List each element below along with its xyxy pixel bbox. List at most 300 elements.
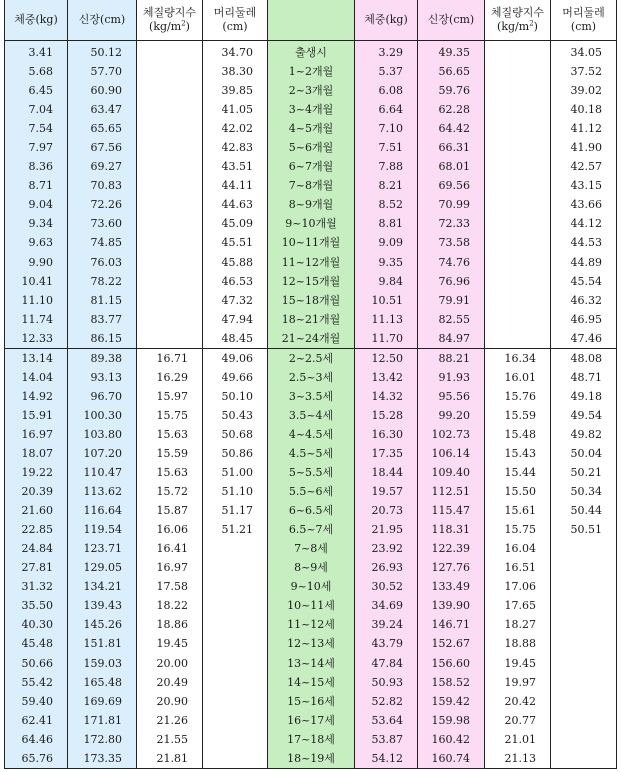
cell-boy-height: 113.62	[68, 482, 137, 501]
table-row	[5, 406, 617, 425]
cell-girl-weight: 50.93	[355, 673, 418, 692]
cell-boy-bmi: 19.45	[137, 634, 203, 653]
cell-boy-bmi	[137, 41, 203, 63]
cell-girl-height: 160.42	[418, 730, 485, 749]
cell-girl-head-circumference	[551, 634, 617, 653]
cell-boy-weight: 31.32	[5, 577, 68, 596]
cell-boy-height: 93.13	[68, 368, 137, 387]
header-row	[5, 0, 617, 41]
cell-boy-head-circumference: 46.53	[203, 272, 268, 291]
cell-girl-height: 160.74	[418, 749, 485, 769]
cell-girl-bmi	[485, 233, 551, 252]
cell-boy-bmi	[137, 272, 203, 291]
cell-boy-weight: 27.81	[5, 558, 68, 577]
table-row	[5, 195, 617, 214]
cell-girl-bmi: 21.01	[485, 730, 551, 749]
cell-age-group: 18~19세	[268, 749, 355, 769]
cell-boy-weight: 8.71	[5, 176, 68, 195]
header-text: 체중(kg)	[14, 13, 58, 26]
cell-girl-height: 106.14	[418, 444, 485, 463]
cell-boy-weight: 8.36	[5, 157, 68, 176]
table-row	[5, 730, 617, 749]
cell-girl-weight: 6.08	[355, 81, 418, 100]
table-row	[5, 62, 617, 81]
table-row	[5, 425, 617, 444]
header-boy-height	[68, 0, 137, 41]
cell-boy-head-circumference: 50.43	[203, 406, 268, 425]
cell-age-group: 15~18개월	[268, 291, 355, 310]
cell-boy-bmi	[137, 157, 203, 176]
header-unit-sup: 2	[181, 19, 186, 28]
cell-girl-bmi	[485, 62, 551, 81]
cell-boy-head-circumference: 50.86	[203, 444, 268, 463]
cell-boy-height: 81.15	[68, 291, 137, 310]
cell-girl-head-circumference: 49.54	[551, 406, 617, 425]
cell-girl-bmi: 18.27	[485, 615, 551, 634]
cell-boy-height: 159.03	[68, 654, 137, 673]
cell-boy-head-circumference: 44.11	[203, 176, 268, 195]
cell-girl-bmi	[485, 329, 551, 349]
cell-boy-bmi: 16.97	[137, 558, 203, 577]
table-row	[5, 692, 617, 711]
cell-boy-weight: 10.41	[5, 272, 68, 291]
table-row	[5, 329, 617, 349]
cell-boy-bmi: 20.00	[137, 654, 203, 673]
header-boy-weight	[5, 0, 68, 41]
cell-girl-height: 69.56	[418, 176, 485, 195]
cell-girl-bmi	[485, 310, 551, 329]
cell-boy-head-circumference: 48.45	[203, 329, 268, 349]
cell-girl-weight: 10.51	[355, 291, 418, 310]
cell-boy-weight: 14.04	[5, 368, 68, 387]
cell-age-group: 9~10개월	[268, 214, 355, 233]
cell-age-group: 5.5~6세	[268, 482, 355, 501]
cell-girl-bmi	[485, 41, 551, 63]
cell-boy-weight: 11.74	[5, 310, 68, 329]
cell-girl-head-circumference: 44.89	[551, 253, 617, 272]
cell-girl-weight: 52.82	[355, 692, 418, 711]
cell-boy-head-circumference: 42.02	[203, 119, 268, 138]
cell-boy-weight: 21.60	[5, 501, 68, 520]
cell-girl-weight: 53.64	[355, 711, 418, 730]
cell-boy-weight: 9.04	[5, 195, 68, 214]
cell-girl-weight: 14.32	[355, 387, 418, 406]
cell-boy-bmi	[137, 253, 203, 272]
cell-age-group: 2.5~3세	[268, 368, 355, 387]
cell-girl-head-circumference: 50.21	[551, 463, 617, 482]
cell-girl-bmi	[485, 214, 551, 233]
cell-boy-height: 119.54	[68, 520, 137, 539]
cell-boy-weight: 3.41	[5, 41, 68, 63]
cell-age-group: 10~11세	[268, 596, 355, 615]
cell-age-group: 18~21개월	[268, 310, 355, 329]
cell-girl-height: 72.33	[418, 214, 485, 233]
cell-boy-head-circumference	[203, 596, 268, 615]
cell-girl-head-circumference: 50.44	[551, 501, 617, 520]
cell-girl-head-circumference	[551, 596, 617, 615]
table-row	[5, 558, 617, 577]
cell-boy-weight: 16.97	[5, 425, 68, 444]
cell-age-group: 9~10세	[268, 577, 355, 596]
cell-girl-height: 146.71	[418, 615, 485, 634]
cell-girl-height: 122.39	[418, 539, 485, 558]
cell-girl-weight: 11.70	[355, 329, 418, 349]
cell-boy-height: 129.05	[68, 558, 137, 577]
cell-girl-weight: 19.57	[355, 482, 418, 501]
cell-boy-bmi: 17.58	[137, 577, 203, 596]
cell-girl-height: 88.21	[418, 348, 485, 368]
cell-girl-head-circumference: 44.53	[551, 233, 617, 252]
table-row	[5, 272, 617, 291]
cell-age-group: 4~5개월	[268, 119, 355, 138]
cell-girl-head-circumference: 45.54	[551, 272, 617, 291]
cell-girl-head-circumference: 50.51	[551, 520, 617, 539]
cell-boy-height: 173.35	[68, 749, 137, 769]
cell-girl-head-circumference	[551, 615, 617, 634]
cell-girl-height: 133.49	[418, 577, 485, 596]
table-row	[5, 520, 617, 539]
cell-girl-bmi	[485, 157, 551, 176]
table-row	[5, 482, 617, 501]
cell-boy-head-circumference: 39.85	[203, 81, 268, 100]
cell-girl-bmi	[485, 176, 551, 195]
cell-girl-weight: 47.84	[355, 654, 418, 673]
cell-girl-height: 112.51	[418, 482, 485, 501]
cell-boy-weight: 9.63	[5, 233, 68, 252]
cell-boy-weight: 9.90	[5, 253, 68, 272]
cell-boy-head-circumference	[203, 673, 268, 692]
cell-girl-bmi	[485, 272, 551, 291]
cell-girl-weight: 39.24	[355, 615, 418, 634]
cell-girl-head-circumference: 46.32	[551, 291, 617, 310]
cell-boy-head-circumference: 38.30	[203, 62, 268, 81]
cell-boy-height: 83.77	[68, 310, 137, 329]
cell-boy-bmi	[137, 233, 203, 252]
cell-boy-bmi: 15.72	[137, 482, 203, 501]
table-row	[5, 444, 617, 463]
cell-girl-bmi: 15.76	[485, 387, 551, 406]
cell-girl-head-circumference	[551, 577, 617, 596]
header-unit: (kg/m	[149, 20, 182, 33]
header-unit: (cm)	[570, 20, 597, 33]
cell-girl-height: 102.73	[418, 425, 485, 444]
cell-boy-height: 110.47	[68, 463, 137, 482]
cell-girl-head-circumference: 41.90	[551, 138, 617, 157]
cell-boy-height: 72.26	[68, 195, 137, 214]
cell-girl-bmi: 17.65	[485, 596, 551, 615]
cell-girl-height: 115.47	[418, 501, 485, 520]
cell-boy-bmi	[137, 329, 203, 349]
cell-boy-weight: 45.48	[5, 634, 68, 653]
header-girl-weight	[355, 0, 418, 41]
header-text: 머리둘레	[562, 6, 605, 19]
table-row	[5, 157, 617, 176]
table-row	[5, 100, 617, 119]
cell-boy-bmi	[137, 81, 203, 100]
table-row	[5, 463, 617, 482]
cell-age-group: 5~5.5세	[268, 463, 355, 482]
cell-boy-height: 69.27	[68, 157, 137, 176]
cell-boy-head-circumference	[203, 730, 268, 749]
cell-boy-weight: 5.68	[5, 62, 68, 81]
cell-girl-head-circumference: 40.18	[551, 100, 617, 119]
cell-girl-head-circumference: 50.04	[551, 444, 617, 463]
cell-boy-weight: 62.41	[5, 711, 68, 730]
cell-girl-height: 79.91	[418, 291, 485, 310]
cell-age-group: 3~3.5세	[268, 387, 355, 406]
cell-boy-bmi: 21.81	[137, 749, 203, 769]
cell-boy-height: 73.60	[68, 214, 137, 233]
cell-boy-height: 103.80	[68, 425, 137, 444]
cell-boy-weight: 7.04	[5, 100, 68, 119]
header-text: 신장(cm)	[427, 13, 475, 26]
cell-girl-head-circumference: 50.34	[551, 482, 617, 501]
cell-age-group: 14~15세	[268, 673, 355, 692]
cell-boy-head-circumference: 47.94	[203, 310, 268, 329]
cell-age-group: 2~3개월	[268, 81, 355, 100]
table-row	[5, 348, 617, 368]
cell-boy-weight: 13.14	[5, 348, 68, 368]
table-row	[5, 387, 617, 406]
cell-boy-height: 171.81	[68, 711, 137, 730]
cell-boy-weight: 50.66	[5, 654, 68, 673]
table-row	[5, 711, 617, 730]
cell-girl-head-circumference: 48.71	[551, 368, 617, 387]
cell-boy-weight: 7.54	[5, 119, 68, 138]
cell-boy-height: 123.71	[68, 539, 137, 558]
cell-girl-height: 158.52	[418, 673, 485, 692]
cell-boy-head-circumference: 49.06	[203, 348, 268, 368]
cell-boy-height: 50.12	[68, 41, 137, 63]
cell-boy-head-circumference	[203, 634, 268, 653]
table-row	[5, 368, 617, 387]
cell-girl-head-circumference: 39.02	[551, 81, 617, 100]
cell-girl-weight: 53.87	[355, 730, 418, 749]
cell-girl-weight: 54.12	[355, 749, 418, 769]
cell-girl-height: 118.31	[418, 520, 485, 539]
cell-age-group: 17~18세	[268, 730, 355, 749]
header-text: 체질량지수	[490, 6, 545, 19]
cell-boy-height: 70.83	[68, 176, 137, 195]
cell-boy-bmi: 15.63	[137, 425, 203, 444]
cell-age-group: 2~2.5세	[268, 348, 355, 368]
cell-girl-bmi: 15.48	[485, 425, 551, 444]
cell-boy-weight: 35.50	[5, 596, 68, 615]
cell-boy-bmi: 15.97	[137, 387, 203, 406]
cell-boy-weight: 24.84	[5, 539, 68, 558]
cell-girl-head-circumference: 49.82	[551, 425, 617, 444]
cell-boy-head-circumference	[203, 692, 268, 711]
cell-boy-head-circumference: 50.10	[203, 387, 268, 406]
cell-boy-bmi: 16.71	[137, 348, 203, 368]
cell-boy-bmi	[137, 214, 203, 233]
cell-girl-head-circumference	[551, 673, 617, 692]
cell-age-group: 1~2개월	[268, 62, 355, 81]
cell-age-group: 5~6개월	[268, 138, 355, 157]
table-row	[5, 310, 617, 329]
cell-girl-height: 95.56	[418, 387, 485, 406]
cell-boy-head-circumference: 41.05	[203, 100, 268, 119]
cell-age-group: 10~11개월	[268, 233, 355, 252]
header-text: 머리둘레	[213, 6, 257, 19]
cell-girl-weight: 6.64	[355, 100, 418, 119]
table-row	[5, 81, 617, 100]
cell-boy-head-circumference: 44.63	[203, 195, 268, 214]
cell-girl-weight: 8.81	[355, 214, 418, 233]
cell-boy-weight: 19.22	[5, 463, 68, 482]
table-row	[5, 577, 617, 596]
cell-girl-bmi: 19.97	[485, 673, 551, 692]
cell-boy-head-circumference: 51.10	[203, 482, 268, 501]
table-row	[5, 596, 617, 615]
cell-girl-weight: 17.35	[355, 444, 418, 463]
cell-girl-height: 73.58	[418, 233, 485, 252]
cell-girl-bmi: 19.45	[485, 654, 551, 673]
header-unit-close: )	[185, 20, 190, 33]
cell-girl-weight: 9.35	[355, 253, 418, 272]
cell-boy-weight: 11.10	[5, 291, 68, 310]
cell-girl-bmi: 15.43	[485, 444, 551, 463]
cell-boy-bmi: 15.59	[137, 444, 203, 463]
cell-girl-head-circumference	[551, 539, 617, 558]
cell-girl-bmi: 15.75	[485, 520, 551, 539]
table-row	[5, 119, 617, 138]
cell-girl-height: 82.55	[418, 310, 485, 329]
cell-boy-head-circumference	[203, 577, 268, 596]
cell-age-group: 6~7개월	[268, 157, 355, 176]
cell-age-group: 13~14세	[268, 654, 355, 673]
cell-girl-bmi: 15.44	[485, 463, 551, 482]
cell-girl-weight: 15.28	[355, 406, 418, 425]
header-text: 신장(cm)	[78, 13, 126, 26]
header-text: 체중(kg)	[364, 13, 408, 26]
header-boy-head	[203, 0, 268, 41]
cell-girl-bmi	[485, 291, 551, 310]
table-row	[5, 539, 617, 558]
cell-girl-head-circumference: 37.52	[551, 62, 617, 81]
table-row	[5, 253, 617, 272]
cell-boy-bmi: 15.87	[137, 501, 203, 520]
cell-boy-weight: 9.34	[5, 214, 68, 233]
table-row	[5, 176, 617, 195]
cell-age-group: 11~12개월	[268, 253, 355, 272]
cell-boy-height: 145.26	[68, 615, 137, 634]
cell-age-group: 21~24개월	[268, 329, 355, 349]
cell-girl-bmi: 20.42	[485, 692, 551, 711]
cell-boy-bmi	[137, 310, 203, 329]
cell-boy-height: 60.90	[68, 81, 137, 100]
cell-girl-height: 62.28	[418, 100, 485, 119]
table-row	[5, 749, 617, 769]
cell-age-group: 8~9세	[268, 558, 355, 577]
cell-girl-weight: 13.42	[355, 368, 418, 387]
cell-girl-weight: 34.69	[355, 596, 418, 615]
cell-boy-bmi: 21.55	[137, 730, 203, 749]
table-row	[5, 138, 617, 157]
cell-girl-weight: 8.52	[355, 195, 418, 214]
cell-boy-bmi	[137, 176, 203, 195]
cell-girl-weight: 12.50	[355, 348, 418, 368]
cell-girl-weight: 30.52	[355, 577, 418, 596]
cell-girl-height: 159.98	[418, 711, 485, 730]
cell-girl-height: 159.42	[418, 692, 485, 711]
cell-girl-weight: 43.79	[355, 634, 418, 653]
header-girl-height	[418, 0, 485, 41]
cell-boy-bmi: 16.06	[137, 520, 203, 539]
header-boy-bmi	[137, 0, 203, 41]
cell-girl-height: 59.76	[418, 81, 485, 100]
header-girl-bmi	[485, 0, 551, 41]
table-row	[5, 673, 617, 692]
cell-girl-weight: 7.88	[355, 157, 418, 176]
cell-boy-weight: 6.45	[5, 81, 68, 100]
cell-boy-weight: 59.40	[5, 692, 68, 711]
table-row	[5, 654, 617, 673]
header-age	[268, 0, 355, 41]
cell-girl-head-circumference: 42.57	[551, 157, 617, 176]
cell-girl-weight: 5.37	[355, 62, 418, 81]
cell-boy-height: 76.03	[68, 253, 137, 272]
cell-girl-height: 139.90	[418, 596, 485, 615]
cell-boy-head-circumference	[203, 749, 268, 769]
cell-boy-bmi	[137, 291, 203, 310]
cell-girl-height: 156.60	[418, 654, 485, 673]
cell-boy-head-circumference: 51.21	[203, 520, 268, 539]
cell-girl-weight: 7.51	[355, 138, 418, 157]
cell-boy-bmi: 15.75	[137, 406, 203, 425]
cell-age-group: 3~4개월	[268, 100, 355, 119]
cell-boy-bmi: 16.41	[137, 539, 203, 558]
cell-age-group: 15~16세	[268, 692, 355, 711]
cell-girl-height: 68.01	[418, 157, 485, 176]
cell-boy-head-circumference	[203, 539, 268, 558]
cell-girl-weight: 16.30	[355, 425, 418, 444]
cell-girl-bmi: 15.61	[485, 501, 551, 520]
cell-boy-bmi	[137, 195, 203, 214]
cell-boy-head-circumference: 51.17	[203, 501, 268, 520]
cell-boy-height: 65.65	[68, 119, 137, 138]
cell-girl-height: 49.35	[418, 41, 485, 63]
cell-girl-bmi	[485, 100, 551, 119]
cell-boy-weight: 14.92	[5, 387, 68, 406]
cell-girl-head-circumference: 46.95	[551, 310, 617, 329]
cell-girl-head-circumference: 49.18	[551, 387, 617, 406]
cell-boy-weight: 64.46	[5, 730, 68, 749]
cell-boy-height: 74.85	[68, 233, 137, 252]
cell-age-group: 16~17세	[268, 711, 355, 730]
cell-girl-head-circumference: 47.46	[551, 329, 617, 349]
cell-boy-head-circumference: 50.68	[203, 425, 268, 444]
cell-girl-weight: 9.84	[355, 272, 418, 291]
header-unit-sup: 2	[529, 19, 534, 28]
cell-boy-height: 89.38	[68, 348, 137, 368]
cell-girl-bmi	[485, 81, 551, 100]
cell-girl-head-circumference	[551, 692, 617, 711]
cell-age-group: 4.5~5세	[268, 444, 355, 463]
cell-boy-weight: 7.97	[5, 138, 68, 157]
cell-boy-height: 63.47	[68, 100, 137, 119]
cell-girl-weight: 20.73	[355, 501, 418, 520]
cell-boy-head-circumference: 45.51	[203, 233, 268, 252]
cell-age-group: 6.5~7세	[268, 520, 355, 539]
cell-boy-head-circumference	[203, 615, 268, 634]
table-row	[5, 501, 617, 520]
cell-boy-bmi	[137, 100, 203, 119]
cell-age-group: 8~9개월	[268, 195, 355, 214]
cell-boy-height: 107.20	[68, 444, 137, 463]
table-row	[5, 233, 617, 252]
cell-girl-height: 91.93	[418, 368, 485, 387]
